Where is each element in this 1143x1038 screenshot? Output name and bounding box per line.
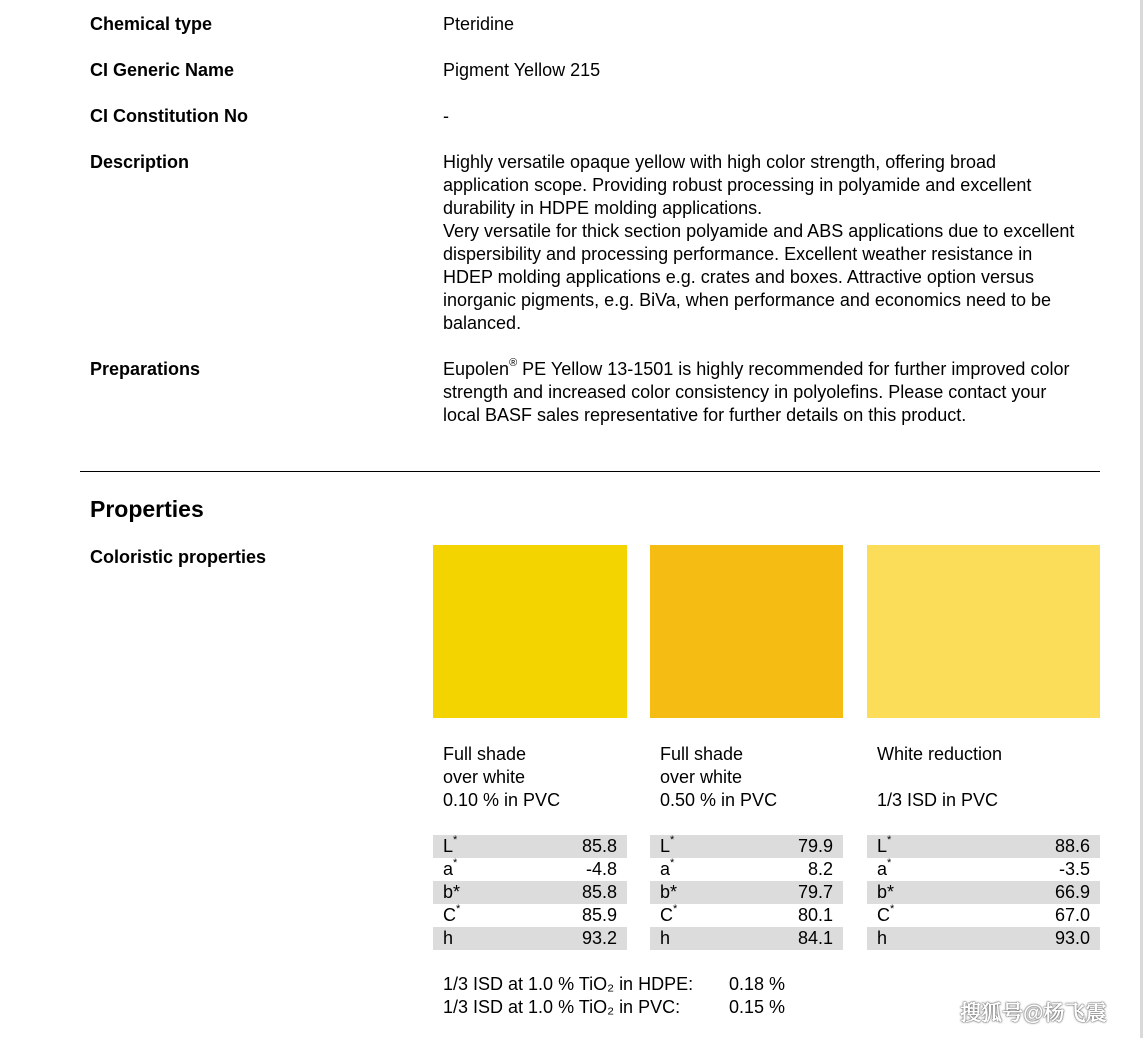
caption-line: over white — [660, 767, 743, 787]
preparations-brand: Eupolen — [443, 359, 510, 379]
row-key: L* — [443, 834, 458, 856]
isd-text: 1/3 ISD at 1.0 % TiO₂ in PVC: — [443, 997, 681, 1017]
row-value: 85.8 — [581, 836, 617, 856]
caption-line: White reduction — [877, 744, 1003, 764]
caption-line: 0.50 % in PVC — [660, 790, 778, 810]
isd-value: 0.15 % — [729, 997, 786, 1017]
row-value: 67.0 — [1054, 905, 1090, 925]
caption-line: Full shade — [443, 744, 527, 764]
caption-full-shade-050 — [660, 743, 777, 812]
properties-heading: Properties — [90, 496, 204, 522]
ci-constitution-no-label: CI Constitution No — [90, 106, 248, 126]
row-key: h — [660, 928, 671, 948]
table-row — [433, 904, 627, 927]
table-row — [650, 904, 843, 927]
isd-row-pvc — [443, 996, 843, 1019]
row-value: 79.9 — [797, 836, 833, 856]
table-row — [867, 904, 1100, 927]
row-key: C* — [443, 903, 461, 925]
chemical-type-value: Pteridine — [443, 14, 515, 34]
row-value: 85.9 — [581, 905, 617, 925]
row-value: 79.7 — [797, 882, 833, 902]
row-key: h — [877, 928, 888, 948]
table-row — [433, 835, 627, 858]
swatch-white-reduction — [867, 545, 1100, 718]
table-row — [650, 858, 843, 881]
row-key: b* — [443, 882, 461, 902]
isd-values — [443, 973, 843, 1019]
row-key: b* — [660, 882, 678, 902]
row-key: C* — [660, 903, 678, 925]
caption-line: Full shade — [660, 744, 744, 764]
row-value: 84.1 — [797, 928, 833, 948]
caption-line — [877, 766, 1002, 789]
table-row — [650, 927, 843, 950]
table-row — [867, 881, 1100, 904]
row-value: 66.9 — [1054, 882, 1090, 902]
row-key: a* — [877, 857, 892, 879]
preparations-body: PE Yellow 13-1501 is highly recommended for further improved color strength and increased color consistency in polyolefins. Please contact your local BASF sales representative for further details on this product. — [443, 359, 1070, 425]
ci-generic-name-value: Pigment Yellow 215 — [443, 60, 601, 80]
row-key: b* — [877, 882, 895, 902]
description-label: Description — [90, 152, 190, 172]
section-divider — [80, 471, 1100, 472]
table-row — [650, 881, 843, 904]
table-row — [650, 835, 843, 858]
row-value: -4.8 — [585, 859, 617, 879]
description-paragraph-1: Highly versatile opaque yellow with high color strength, offering broad application scope. Providing robust processing in polyamide and excellent durability in HDPE molding applications. — [443, 152, 1032, 218]
row-value: 85.8 — [581, 882, 617, 902]
caption-line: 1/3 ISD in PVC — [877, 790, 999, 810]
row-key: L* — [660, 834, 675, 856]
row-key: h — [443, 928, 454, 948]
table-row — [433, 927, 627, 950]
color-values-table-2 — [650, 835, 843, 950]
table-row — [433, 881, 627, 904]
table-row — [433, 858, 627, 881]
description-text — [443, 151, 1083, 335]
caption-white-reduction — [877, 743, 1002, 812]
ci-generic-name-label: CI Generic Name — [90, 60, 235, 80]
color-values-table-1 — [433, 835, 627, 950]
coloristic-properties-label: Coloristic properties — [90, 547, 267, 567]
color-values-table-3 — [867, 835, 1100, 950]
chemical-type-label: Chemical type — [90, 14, 213, 34]
watermark: 搜狐号@杨飞震 — [960, 1002, 1107, 1025]
row-key: a* — [660, 857, 675, 879]
swatch-full-shade-050 — [650, 545, 843, 718]
row-key: L* — [877, 834, 892, 856]
caption-line: over white — [443, 767, 526, 787]
row-key: a* — [443, 857, 458, 879]
description-paragraph-2: Very versatile for thick section polyamide and ABS applications due to excellent dispersibility and processing performance. Excellent weather resistance in HDEP molding applications e.g. crates and boxes. Attractive option versus inorganic pigments, e.g. BiVa, when performance and economics need to be balanced. — [443, 221, 1075, 333]
registered-mark: ® — [509, 357, 518, 369]
row-key: C* — [877, 903, 895, 925]
row-value: 8.2 — [807, 859, 833, 879]
table-row — [867, 835, 1100, 858]
preparations-text — [443, 358, 1083, 427]
table-row — [867, 927, 1100, 950]
row-value: -3.5 — [1058, 859, 1090, 879]
table-row — [867, 858, 1100, 881]
row-value: 80.1 — [797, 905, 833, 925]
row-value: 93.0 — [1054, 928, 1090, 948]
caption-line: 0.10 % in PVC — [443, 790, 561, 810]
isd-value: 0.18 % — [729, 974, 786, 994]
row-value: 93.2 — [581, 928, 617, 948]
isd-text: 1/3 ISD at 1.0 % TiO₂ in HDPE: — [443, 974, 694, 994]
row-value: 88.6 — [1054, 836, 1090, 856]
preparations-label: Preparations — [90, 359, 201, 379]
isd-row-hdpe — [443, 973, 843, 996]
swatch-full-shade-010 — [433, 545, 627, 718]
caption-full-shade-010 — [443, 743, 560, 812]
ci-constitution-no-value: - — [443, 106, 449, 126]
